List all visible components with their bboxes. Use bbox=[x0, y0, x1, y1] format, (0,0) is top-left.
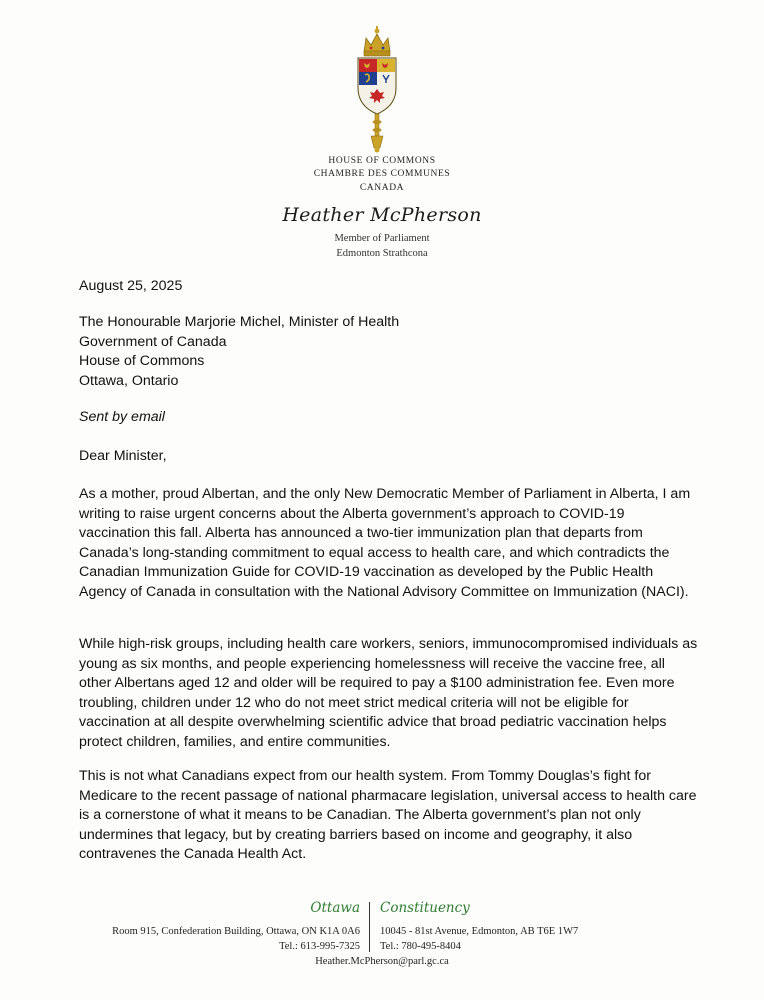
body-paragraph: While high-risk groups, including health care workers, seniors, immunocompromised individuals as young as six months, and people experiencing homelessness will receive the vaccine free, all other Albertans aged 12 and older will be required to pay a $100 administration fee. Even more troubling, children under 12 who do not meet strict medical criteria will not be eligible for vaccination at all despite overwhelming scientific advice that broad pediatric vaccination helps protect children, families, and entire communities. bbox=[79, 636, 698, 750]
body-paragraph: This is not what Canadians expect from our health system. From Tommy Douglas’s fight for Medicare to the recent passage of national pharmacare legislation, universal access to health care is a cornerstone of what it means to be Canadian. The Alberta government’s plan not only undermines that legacy, but by creating barriers based on income and geography, it also contravenes the Canada Health Act. bbox=[79, 768, 697, 863]
email-address[interactable]: Heather.McPherson@parl.gc.ca bbox=[315, 956, 449, 967]
recipient-line: The Honourable Marjorie Michel, Minister of Health bbox=[79, 314, 400, 330]
footer-divider bbox=[369, 902, 370, 952]
body-paragraph: As a mother, proud Albertan, and the only New Democratic Member of Parliament in Alberta, I am writing to raise urgent concerns about the Alberta government’s approach to COVID-19 vaccination this fall. Alberta has announced a two-tier immunization plan that departs from Canada’s long-standing commitment to equal access to health care, and which contradicts the Canadian Immunization Guide for COVID-19 vaccination as developed by the Public Health Agency of Canada in consultation with the National Advisory Committee on Immunization (NACI). bbox=[79, 486, 691, 600]
recipient-line: Government of Canada bbox=[79, 333, 227, 350]
recipient-address bbox=[79, 313, 399, 391]
mp-name: Heather McPherson bbox=[282, 204, 482, 226]
ottawa-phone: Tel.: 613-995-7325 bbox=[279, 941, 360, 952]
house-of-commons-crest-icon bbox=[344, 22, 410, 154]
recipient-line: Ottawa, Ontario bbox=[79, 372, 179, 389]
ottawa-office-label: Ottawa bbox=[310, 900, 360, 916]
constituency-address: 10045 - 81st Avenue, Edmonton, AB T6E 1W7 bbox=[380, 926, 579, 937]
recipient-line: House of Commons bbox=[79, 353, 205, 370]
country-name: CANADA bbox=[359, 183, 405, 193]
mp-title: Member of Parliament bbox=[334, 233, 430, 244]
mp-riding: Edmonton Strathcona bbox=[336, 248, 428, 259]
salutation: Dear Minister, bbox=[79, 448, 167, 464]
house-name-english: HOUSE OF COMMONS bbox=[328, 156, 436, 166]
ottawa-address: Room 915, Confederation Building, Ottawa, ON K1A 0A6 bbox=[112, 926, 360, 937]
constituency-phone: Tel.: 780-495-8404 bbox=[380, 941, 461, 952]
letter-footer bbox=[0, 898, 764, 978]
letter-date: August 25, 2025 bbox=[79, 278, 183, 294]
delivery-note: Sent by email bbox=[79, 409, 165, 425]
house-name-french: CHAMBRE DES COMMUNES bbox=[313, 169, 451, 179]
constituency-office-label: Constituency bbox=[380, 900, 470, 916]
